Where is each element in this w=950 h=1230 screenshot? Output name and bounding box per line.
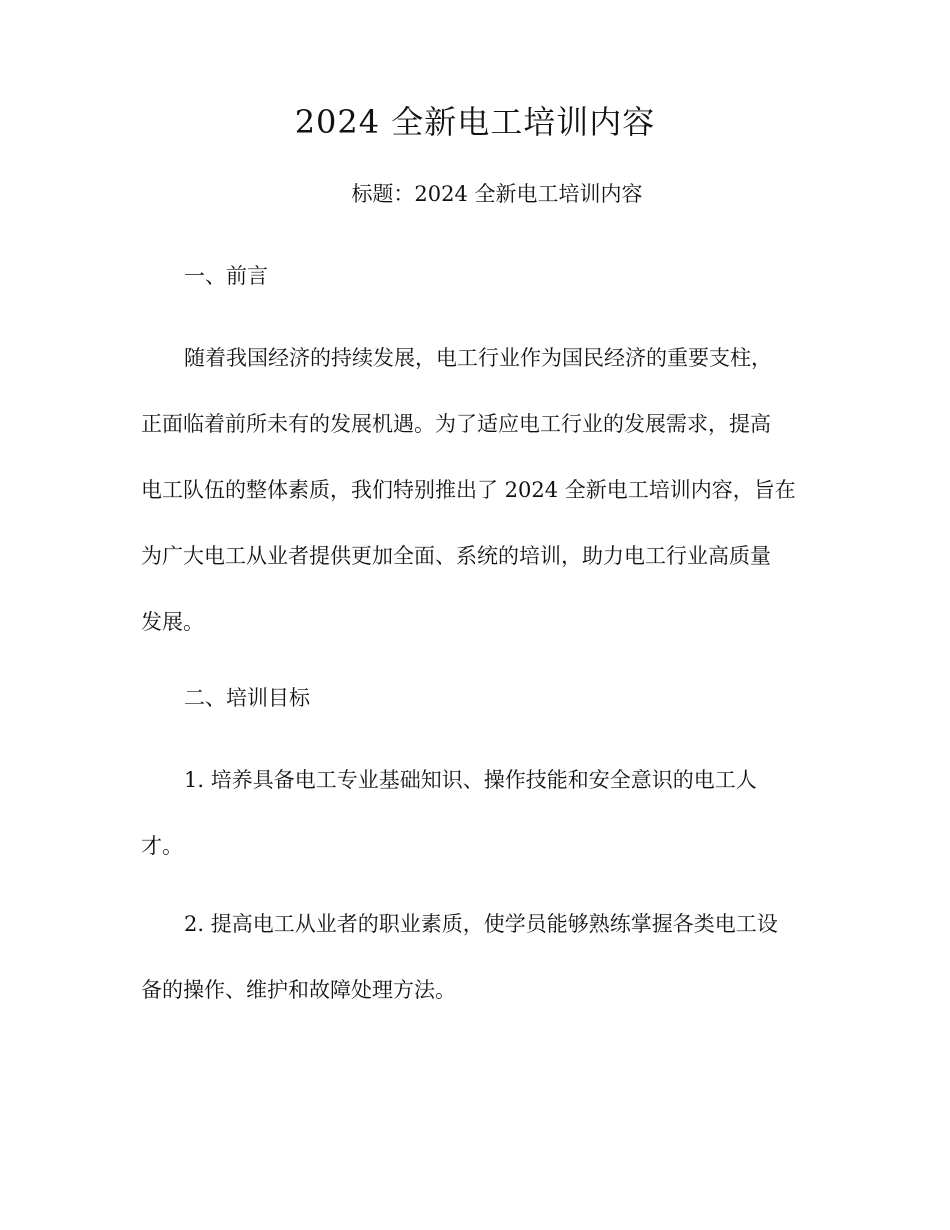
document-title: 2024 全新电工培训内容	[294, 103, 656, 141]
paragraph-line: 2. 提高电工从业者的职业素质，使学员能够熟练掌握各类电工设	[184, 912, 778, 936]
paragraph-goal-2	[141, 908, 811, 1040]
section-heading-training-goals: 二、培训目标	[184, 686, 310, 710]
paragraph-line: 为广大电工从业者提供更加全面、系统的培训，助力电工行业高质量	[141, 544, 771, 568]
paragraph-line: 才。	[141, 834, 183, 858]
paragraph-line: 1. 培养具备电工专业基础知识、操作技能和安全意识的电工人	[184, 768, 757, 792]
paragraph-line: 发展。	[141, 610, 204, 634]
document-subtitle: 标题：2024 全新电工培训内容	[351, 182, 643, 206]
paragraph-line: 备的操作、维护和故障处理方法。	[141, 978, 456, 1002]
paragraph-goal-1	[141, 764, 811, 896]
paragraph-preface	[141, 342, 811, 672]
paragraph-line: 电工队伍的整体素质，我们特别推出了 2024 全新电工培训内容，旨在	[141, 478, 796, 502]
paragraph-line: 正面临着前所未有的发展机遇。为了适应电工行业的发展需求，提高	[141, 412, 771, 436]
paragraph-line: 随着我国经济的持续发展，电工行业作为国民经济的重要支柱，	[184, 346, 772, 370]
section-heading-preface: 一、前言	[184, 264, 268, 288]
